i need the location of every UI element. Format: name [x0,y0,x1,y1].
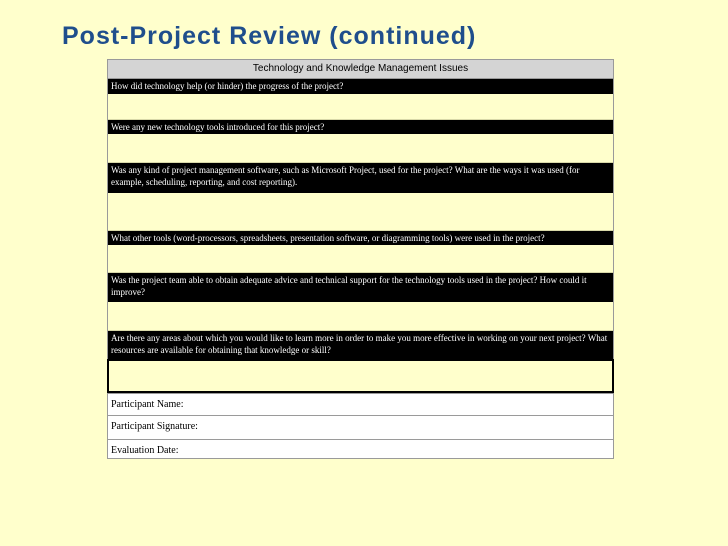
question-3: Was any kind of project management software, such as Microsoft Project, used for the project? What are the ways it was used (for example, scheduling, reporting, and cost reporting). [108,163,613,193]
question-5: Was the project team able to obtain adequate advice and technical support for the technology tools used in the project? How could it improve? [108,273,613,302]
answer-field-5[interactable] [108,302,613,331]
question-2: Were any new technology tools introduced for this project? [108,120,613,134]
answer-field-2[interactable] [108,134,613,163]
participant-signature-field[interactable]: Participant Signature: [108,415,613,439]
evaluation-date-field[interactable]: Evaluation Date: [108,439,613,459]
answer-field-1[interactable] [108,94,613,120]
question-6: Are there any areas about which you would like to learn more in order to make you more effective in working on your next project? What resources are available for obtaining that knowledge or skill? [108,331,613,359]
answer-field-6[interactable] [107,359,614,393]
participant-name-field[interactable]: Participant Name: [108,393,613,415]
answer-field-4[interactable] [108,245,613,273]
form-section-header: Technology and Knowledge Management Issues [108,59,613,79]
review-form [107,59,614,459]
question-1: How did technology help (or hinder) the progress of the project? [108,79,613,94]
answer-field-3[interactable] [108,193,613,231]
slide-title: Post-Project Review (continued) [62,22,477,50]
question-4: What other tools (word-processors, spreadsheets, presentation software, or diagramming tools) were used in the project? [108,231,613,245]
